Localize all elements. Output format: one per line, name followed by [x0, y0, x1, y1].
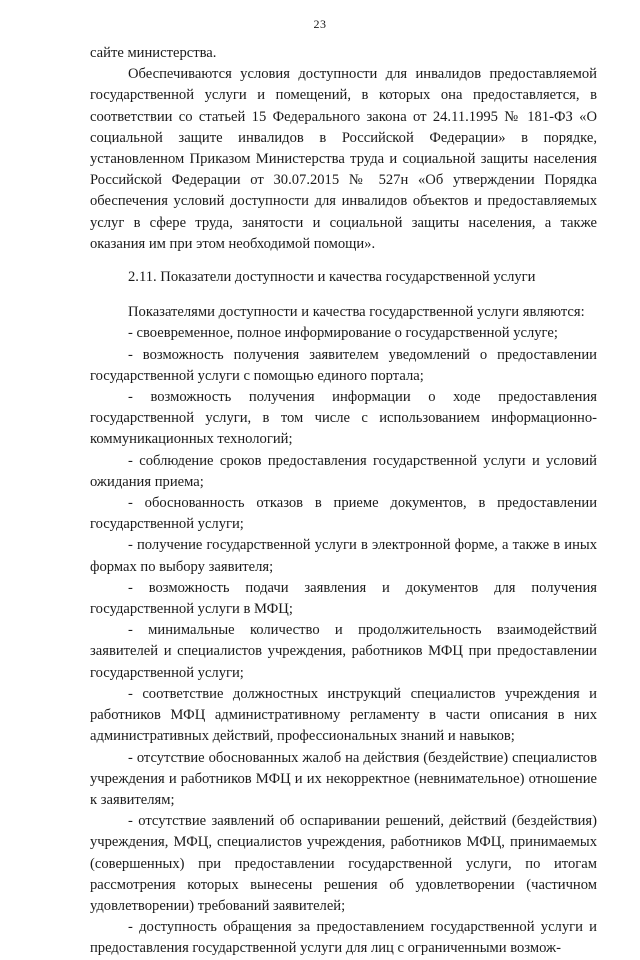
paragraph-continuation: сайте министерства. [90, 45, 217, 61]
list-item: - возможность подачи заявления и документов для получения государственной услуги в МФЦ; [90, 579, 597, 618]
list-item: - соблюдение сроков предоставления государственной услуги и условий ожидания приема; [90, 452, 597, 490]
list-item: - обоснованность отказов в приеме документов, в предоставлении государственной услуги; [90, 495, 597, 533]
page-number: 23 [313, 17, 327, 31]
list-item: - своевременное, полное информирование о государственной услуге; [128, 325, 558, 342]
list-item: - соответствие должностных инструкций специалистов учреждения и работников МФЦ административному регламенту в части описания в них административных действий, профессиональных знаний и навыков; [90, 685, 597, 745]
list-item: - отсутствие обоснованных жалоб на действия (бездействие) специалистов учреждения и работников МФЦ и их некорректное (невнимательное) отношение к заявителям; [90, 749, 597, 808]
list-item: - возможность получения заявителем уведомлений о предоставлении государственной услуги с помощью единого портала; [90, 346, 597, 384]
section-title: 2.11. Показатели доступности и качества государственной услуги [128, 269, 536, 286]
list-item: - получение государственной услуги в электронной форме, а также в иных формах по выбору заявителя; [90, 537, 597, 575]
list-item: - возможность получения информации о ходе предоставления государственной услуги, в том числе с использованием информационно-коммуникационных технологий; [90, 389, 597, 448]
paragraph-accessibility-conditions: Обеспечиваются условия доступности для инвалидов предоставляемой государственной услуги и помещений, в которых она предоставляется, в соответствии со статьей 15 Федерального закона от 24.11.1995 № 181-ФЗ «О социальной защите инвалидов в Российской Федерации» в порядке, установленном Приказом Министерства труда и социальной защиты населения Российской Федерации от 30.07.2015 № 527н «Об утверждении Порядка обеспечения условий доступности для инвалидов объектов и предоставляемых услуг в сфере труда, занятости и социальной защиты населения, а также оказания им при этом необходимой помощи». [90, 66, 597, 252]
list-item: - доступность обращения за предоставлением государственной услуги и предоставления государственной услуги для лиц с ограниченными возмож- [90, 919, 597, 957]
list-item: - минимальные количество и продолжительность взаимодействий заявителей и специалистов учреждения, работников МФЦ при предоставлении государственной услуги; [90, 622, 597, 681]
indicators-intro: Показателями доступности и качества государственной услуги являются: [128, 304, 585, 321]
list-item: - отсутствие заявлений об оспаривании решений, действий (бездействия) учреждения, МФЦ, специалистов учреждения, работников МФЦ, принимаемых (совершенных) при предоставлении государственной услуги, по итогам рассмотрения которых вынесены решения об удовлетворении (частичном удовлетворении) требований заявителей; [90, 813, 597, 914]
document-body [90, 43, 597, 960]
